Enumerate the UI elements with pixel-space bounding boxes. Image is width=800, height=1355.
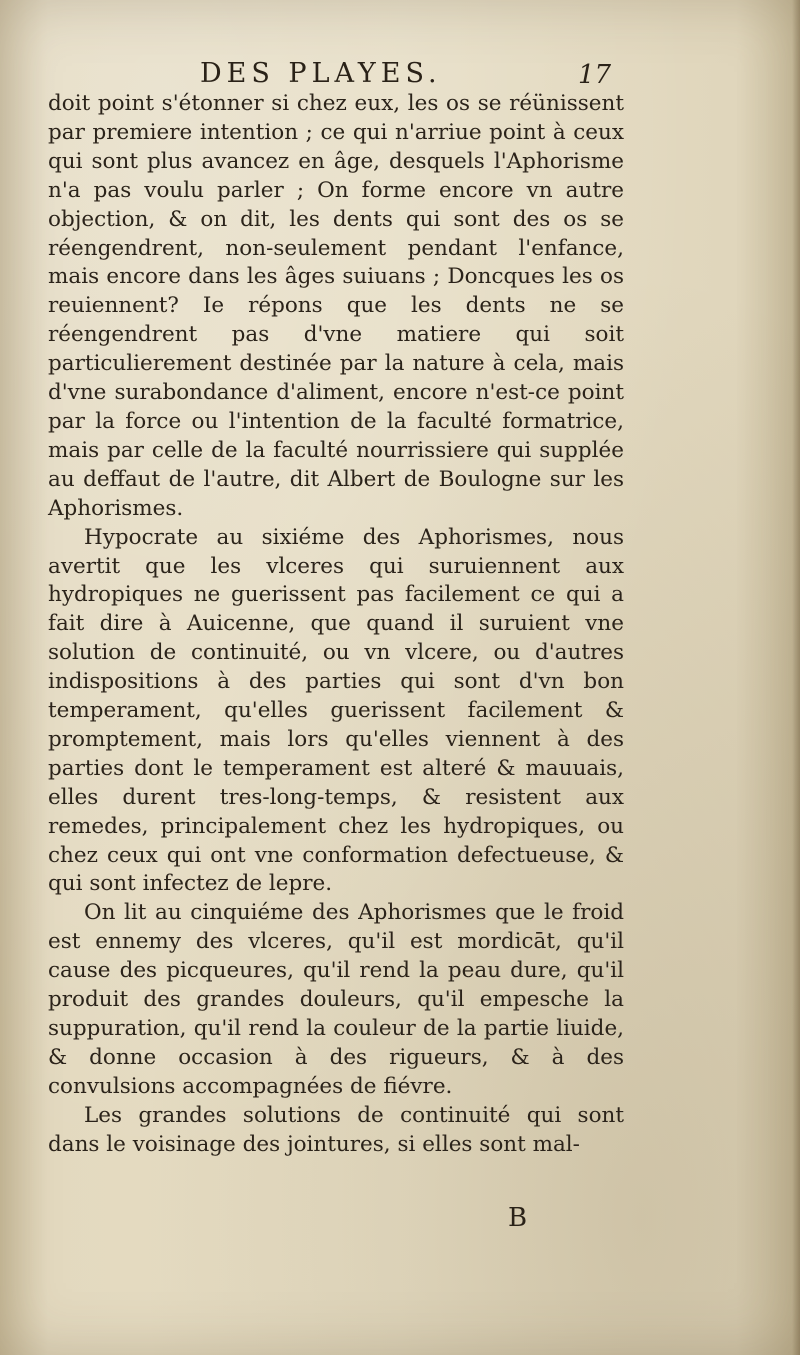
paragraph-continued: doit point s'étonner si chez eux, les os se réünissent par premiere intention ; ce qui n'arriue point à ceux qui sont plus avancez en âge, desquels l'Aphorisme n'a pas voulu parler ; On forme encore vn autre objection, & on dit, les dents qui sont des os se réengendrent, non-seulement pendant l'enfance, mais encore dans les âges suiuans ; Doncques les os reuiennent? Ie répons que les dents ne se réengendrent pas d'vne matiere qui soit particulierement destinée par la nature à cela, mais d'vne surabondance d'aliment, encore n'est-ce point par la force ou l'intention de la faculté formatrice, mais par celle de la faculté nourrissiere qui supplée au deffaut de l'autre, dit Albert de Boulogne sur les Aphorismes. <box>48 91 624 521</box>
running-head: DES PLAYES. <box>200 58 442 89</box>
paragraph-solutions: Les grandes solutions de continuité qui sont dans le voisinage des jointures, si elles sont mal- <box>48 1102 624 1157</box>
page-number: 17 <box>578 60 612 90</box>
page-edge-shadow <box>792 0 800 1355</box>
body-text <box>48 90 624 1160</box>
signature-mark: B <box>508 1203 528 1233</box>
paragraph-hypocrate: Hypocrate au sixiéme des Aphorismes, nous avertit que les vlceres qui suruiennent aux hydropiques ne guerissent pas facilement ce qui a fait dire à Auicenne, que quand il suruient vne solution de continuité, ou vn vlcere, ou d'autres indispositions à des parties qui sont d'vn bon temperament, qu'elles guerissent facilement & promptement, mais lors qu'elles viennent à des parties dont le temperament est alteré & mauuais, elles durent tres-long-temps, & resistent aux remedes, principalement chez les hydropiques, ou chez ceux qui ont vne conformation defectueuse, & qui sont infectez de lepre. <box>48 524 624 897</box>
paragraph-froid: On lit au cinquiéme des Aphorismes que le froid est ennemy des vlceres, qu'il est mordicāt, qu'il cause des picqueures, qu'il rend la peau dure, qu'il produit des grandes douleurs, qu'il empesche la suppuration, qu'il rend la couleur de la partie liuide, & donne occasion à des rigueurs, & à des convulsions accompagnées de fiévre. <box>48 900 624 1099</box>
